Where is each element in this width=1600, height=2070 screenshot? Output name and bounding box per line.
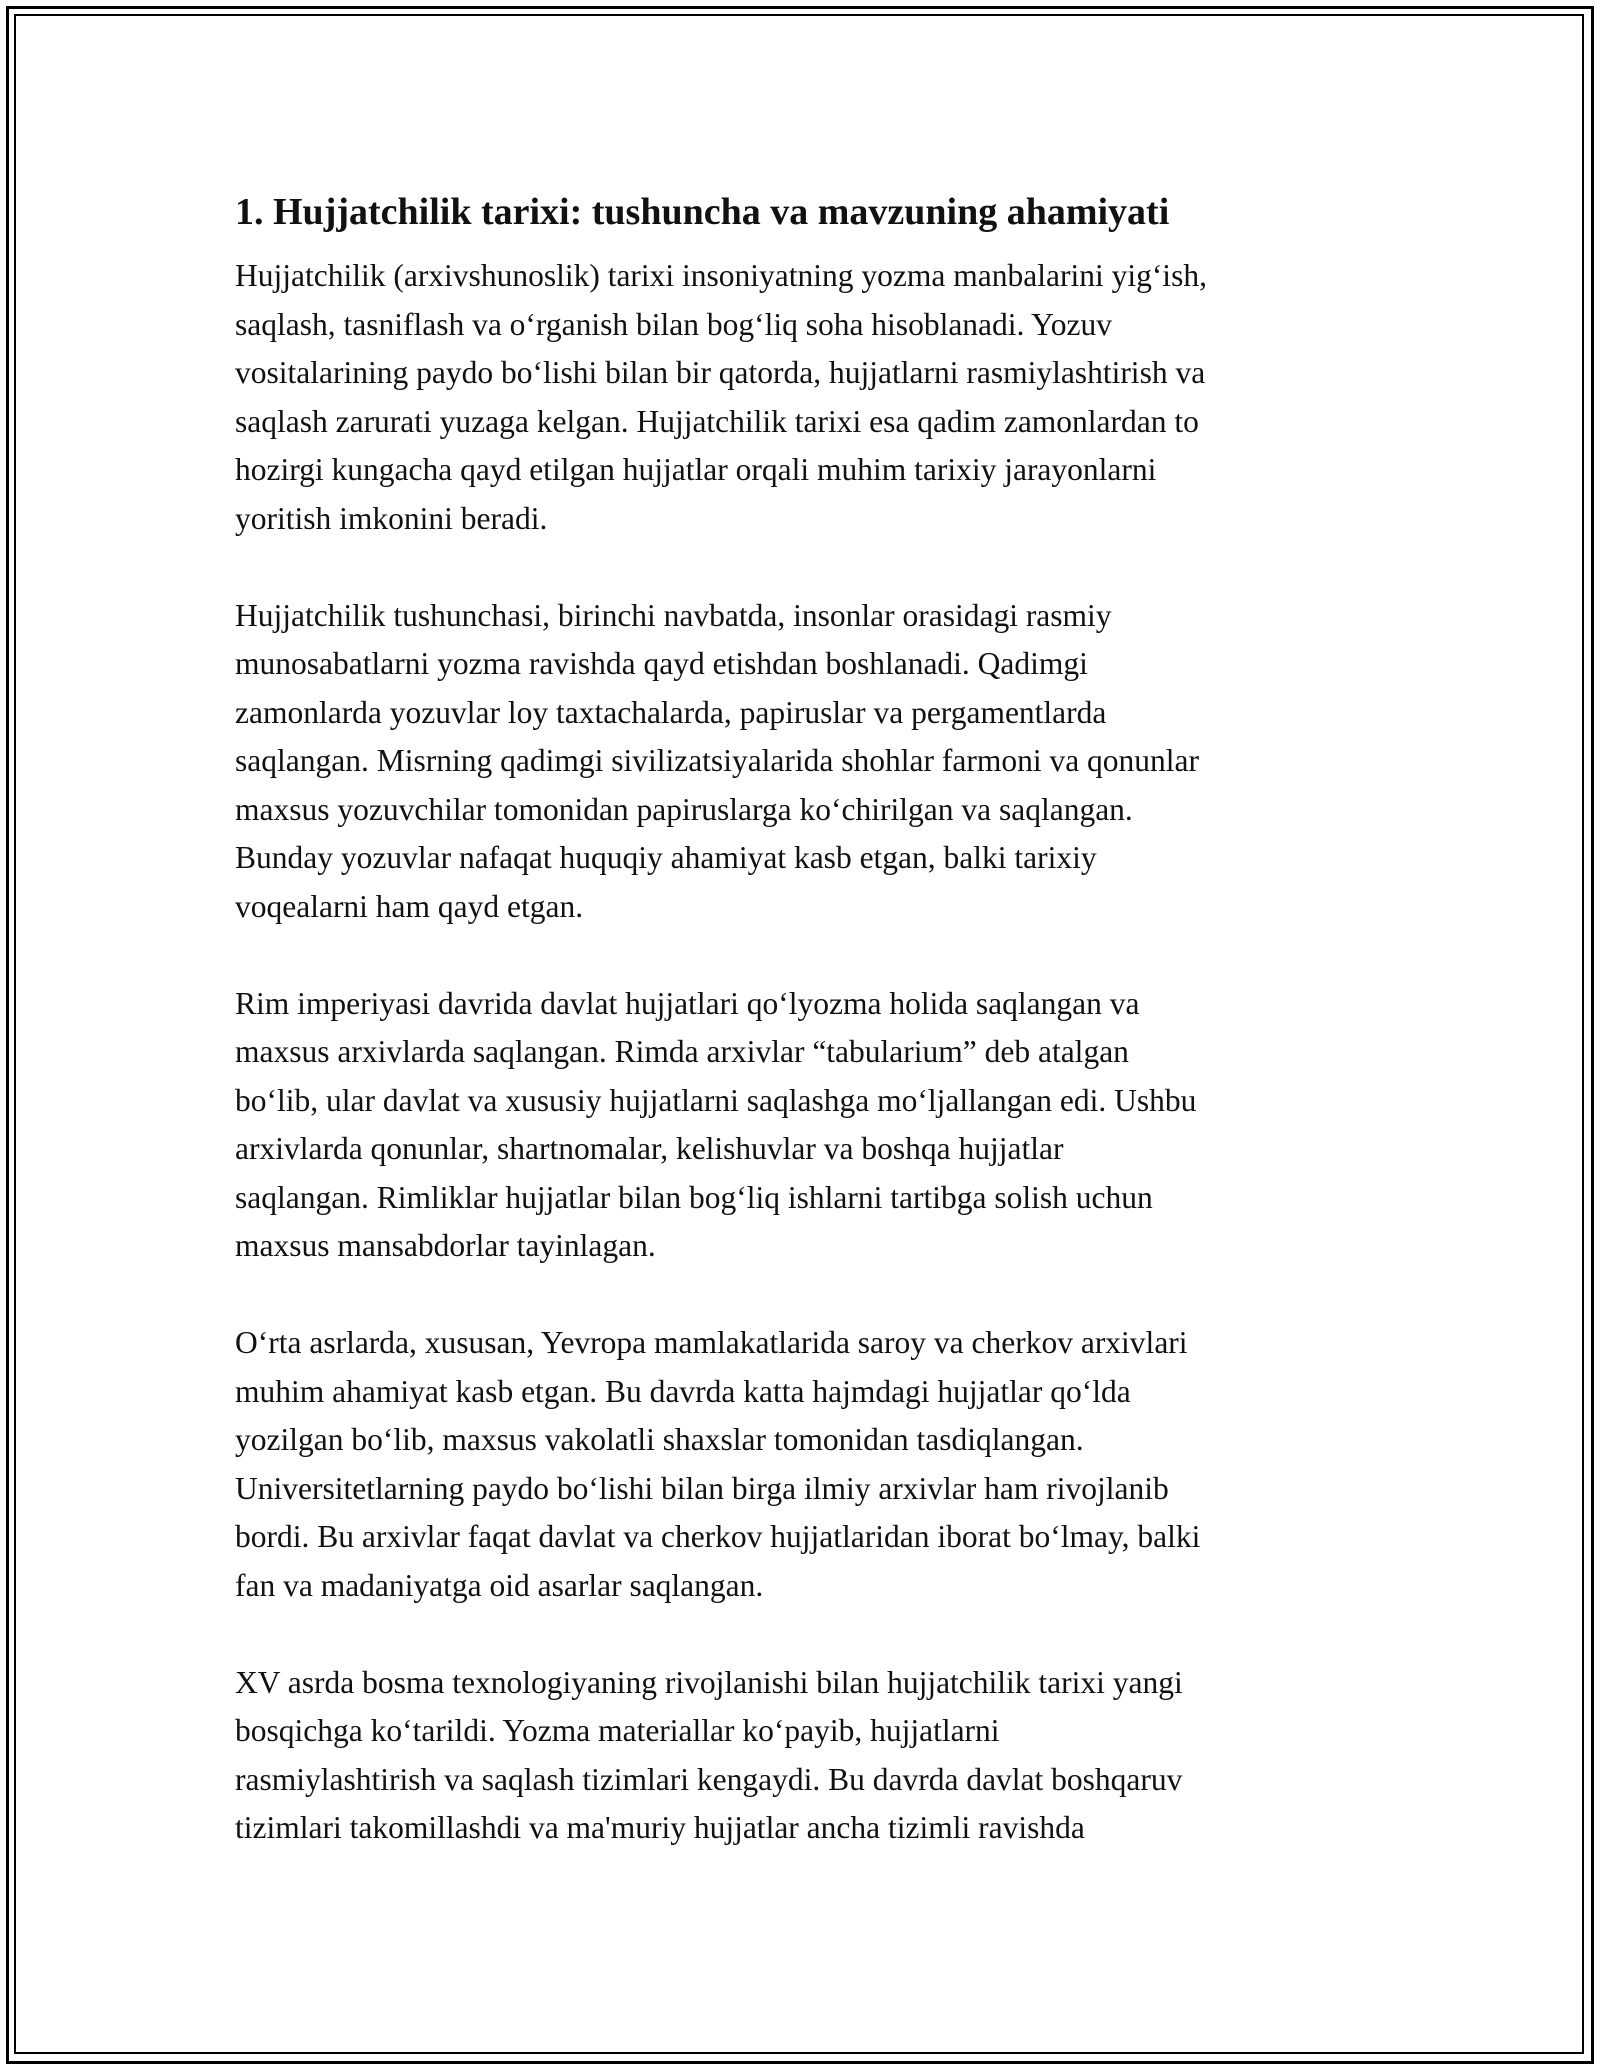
section-heading: 1. Hujjatchilik tarixi: tushuncha va mavzuning ahamiyati: [235, 191, 1170, 233]
paragraph-5: XV asrda bosma texnologiyaning rivojlanishi bilan hujjatchilik tarixi yangi bosqichga ko‘tarildi. Yozma materiallar ko‘payib, hujjatlarni rasmiylashtirish va saqlash tizimlari kengaydi. Bu davrda davlat boshqaruv tizimlari takomillashdi va ma'muriy hujjatlar ancha tizimli ravishda: [235, 1664, 1183, 1845]
paragraph-4: O‘rta asrlarda, xususan, Yevropa mamlakatlarida saroy va cherkov arxivlari muhim ahamiyat kasb etgan. Bu davrda katta hajmdagi hujjatlar qo‘lda yozilgan bo‘lib, maxsus vakolatli shaxslar tomonidan tasdiqlangan. Universitetlarning paydo bo‘lishi bilan birga ilmiy arxivlar ham rivojlanib bordi. Bu arxivlar faqat davlat va cherkov hujjatlaridan iborat bo‘lmay, balki fan va madaniyatga oid asarlar saqlangan.: [235, 1325, 1201, 1603]
paragraph-3: Rim imperiyasi davrida davlat hujjatlari qo‘lyozma holida saqlangan va maxsus arxivlarda saqlangan. Rimda arxivlar “tabularium” deb atalgan bo‘lib, ular davlat va xususiy hujjatlarni saqlashga mo‘ljallangan edi. Ushbu arxivlarda qonunlar, shartnomalar, kelishuvlar va boshqa hujjatlar saqlangan. Rimliklar hujjatlar bilan bog‘liq ishlarni tartibga solish uchun maxsus mansabdorlar tayinlagan.: [235, 985, 1197, 1263]
paragraph-2: Hujjatchilik tushunchasi, birinchi navbatda, insonlar orasidagi rasmiy munosabatlarni yozma ravishda qayd etishdan boshlanadi. Qadimgi zamonlarda yozuvlar loy taxtachalarda, papiruslar va pergamentlarda saqlangan. Misrning qadimgi sivilizatsiyalarida shohlar farmoni va qonunlar maxsus yozuvchilar tomonidan papiruslarga ko‘chirilgan va saqlangan. Bunday yozuvlar nafaqat huquqiy ahamiyat kasb etgan, balki tarixiy voqealarni ham qayd etgan.: [235, 597, 1200, 924]
document-body: [235, 186, 1375, 1901]
paragraph-1: Hujjatchilik (arxivshunoslik) tarixi insoniyatning yozma manbalarini yig‘ish, saqlash, tasniflash va o‘rganish bilan bog‘liq soha hisoblanadi. Yozuv vositalarining paydo bo‘lishi bilan bir qatorda, hujjatlarni rasmiylashtirish va saqlash zarurati yuzaga kelgan. Hujjatchilik tarixi esa qadim zamonlardan to hozirgi kungacha qayd etilgan hujjatlar orqali muhim tarixiy jarayonlarni yoritish imkonini beradi.: [235, 258, 1207, 536]
